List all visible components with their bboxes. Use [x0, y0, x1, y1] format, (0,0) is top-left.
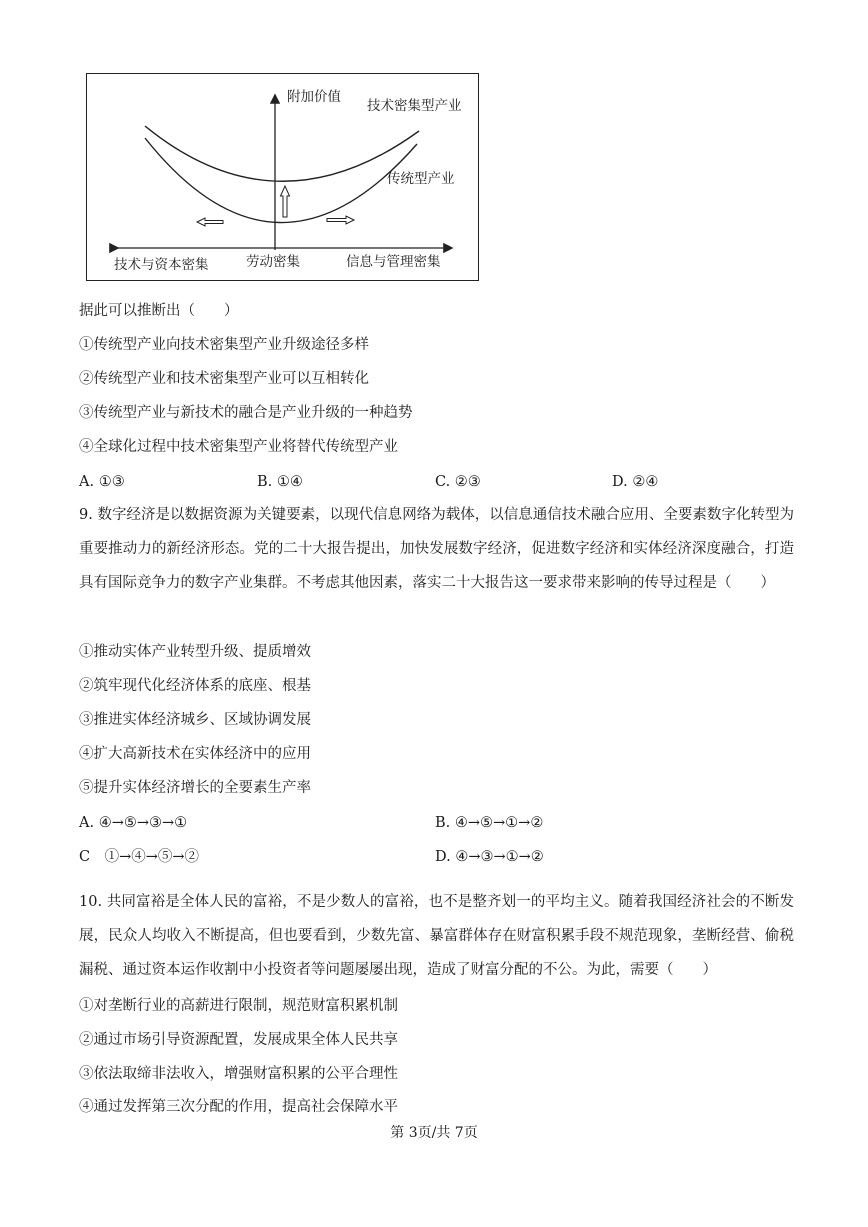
q8-option-b: B. ①④	[257, 474, 303, 490]
q9-option-b: B. ④→⑤→①→②	[435, 815, 544, 831]
curve-lower-label: 传统型产业	[387, 171, 455, 187]
x-left-label: 技术与资本密集	[114, 257, 209, 273]
q8-option-c: C. ②③	[435, 474, 481, 490]
x-right-label: 信息与管理密集	[346, 254, 441, 270]
q9-statement-5: ⑤提升实体经济增长的全要素生产率	[79, 780, 311, 796]
page-footer: 第 3页/共 7页	[390, 1125, 478, 1141]
q8-option-a: A. ①③	[79, 474, 125, 490]
curve-traditional	[145, 138, 417, 223]
q10-stem: 10. 共同富裕是全体人民的富裕，不是少数人的富裕，也不是整齐划一的平均主义。随着我国经济社会的不断发展，民众人均收入不断提高，但也要看到，少数先富、暴富群体存在财富积累手段不规范现象，垄断经营、偷税漏税、通过资本运作收割中小投资者等问题屡屡出现，造成了财富分配的不公。为此，需要（ ）	[79, 894, 794, 978]
q9-option-a: A. ④→⑤→③→①	[79, 815, 188, 831]
curve-technology-intensive	[145, 126, 419, 181]
q9-statement-2: ②筑牢现代化经济体系的底座、根基	[79, 678, 311, 694]
q10-statement-2: ②通过市场引导资源配置，发展成果全体人民共享	[79, 1032, 398, 1048]
q9-stem: 9. 数字经济是以数据资源为关键要素，以现代信息网络为载体，以信息通信技术融合应用、全要素数字化转型为重要推动力的新经济形态。党的二十大报告提出，加快发展数字经济，促进数字经济和实体经济深度融合，打造具有国际竞争力的数字产业集群。不考虑其他因素，落实二十大报告这一要求带来影响的传导过程是（ ）	[79, 507, 794, 591]
curve-upper-label: 技术密集型产业	[367, 98, 462, 114]
x-center-label: 劳动密集	[246, 254, 300, 270]
q9-option-c: C ①→④→⑤→②	[79, 849, 200, 865]
arrow-right-icon	[327, 216, 354, 224]
q8-statement-4: ④全球化过程中技术密集型产业将替代传统型产业	[79, 439, 398, 455]
q8-statement-2: ②传统型产业和技术密集型产业可以互相转化	[79, 371, 369, 387]
q10-statement-4: ④通过发挥第三次分配的作用，提高社会保障水平	[79, 1099, 398, 1115]
q8-option-d: D. ②④	[612, 474, 659, 490]
q8-prompt: 据此可以推断出（ ）	[79, 303, 239, 319]
q9-statement-3: ③推进实体经济城乡、区域协调发展	[79, 712, 311, 728]
q9-statement-4: ④扩大高新技术在实体经济中的应用	[79, 746, 311, 762]
q8-statement-3: ③传统型产业与新技术的融合是产业升级的一种趋势	[79, 405, 413, 421]
arrow-up-icon	[281, 186, 290, 217]
y-axis-label: 附加价值	[287, 89, 341, 105]
q9-option-d: D. ④→③→①→②	[435, 849, 544, 865]
q9-statement-1: ①推动实体产业转型升级、提质增效	[79, 644, 311, 660]
industry-value-figure	[86, 73, 479, 281]
q8-statement-1: ①传统型产业向技术密集型产业升级途径多样	[79, 337, 369, 353]
arrow-left-icon	[197, 218, 223, 226]
q10-statement-3: ③依法取缔非法收入，增强财富积累的公平合理性	[79, 1066, 398, 1082]
q10-statement-1: ①对垄断行业的高薪进行限制，规范财富积累机制	[79, 998, 398, 1014]
